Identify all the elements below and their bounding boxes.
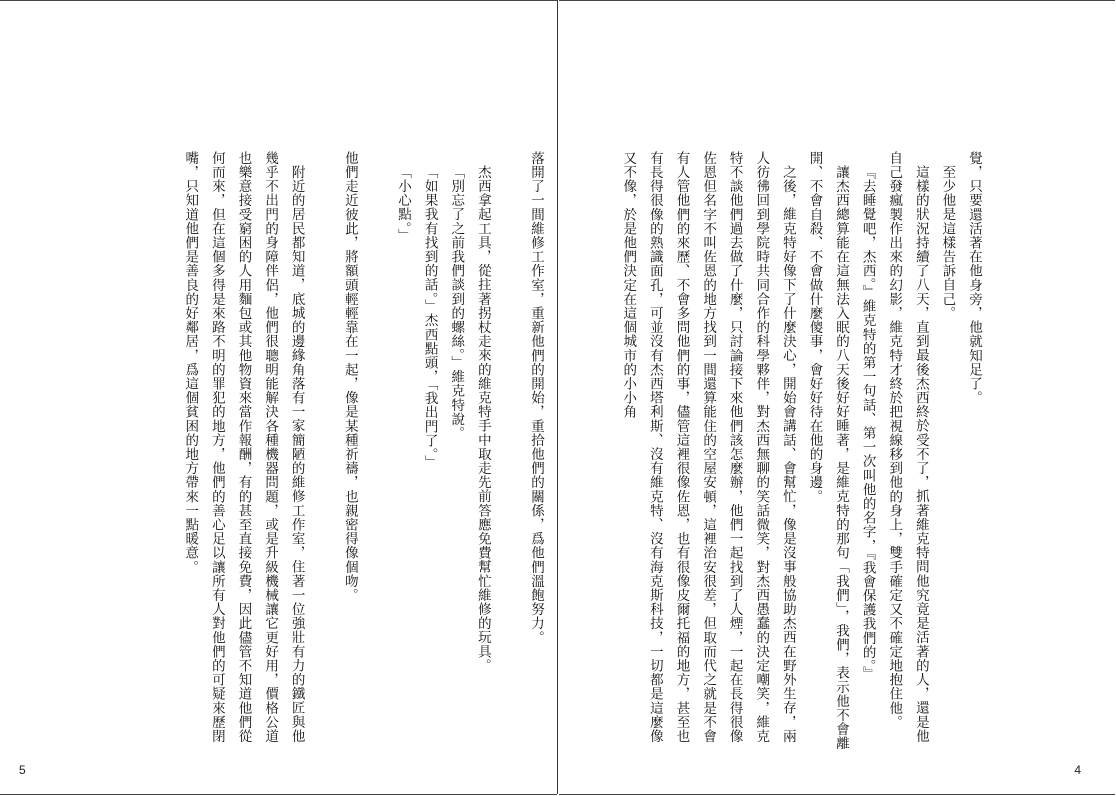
paragraph: 至少他是這樣告訴自己。 <box>939 164 956 320</box>
paragraph: 這樣的狀況持續了八天，直到最後杰西終於受不了，抓著維克特問他究竟是活著的人，還是他自己發瘋製作出來的幻影，維克特才終於把視線移到他的身上，雙手確定又不確定地抱住他。 <box>886 151 929 743</box>
page-gutter <box>557 0 558 794</box>
paragraph: 「別忘了之前我們談到的螺絲。」維克特說。 <box>448 164 465 440</box>
paragraph: 之後，維克特好像下了什麼決心，開始會講話、會幫忙，像是沒事般協助杰西在野外生存，兩人彷彿回到學院時共同合作的科學夥伴，對杰西無聊的笑話微笑，對杰西愚蠢的決定嘲笑，維克特不談他們過去做了什麼，只討論接下來他們該怎麼辦，他們一起找到了人煙，一起在長得很像佐恩但名字不叫佐恩的地方找到一間還算能住的空屋安頓，這裡治安很差，但取而代之就是不會有人管他們的來歷、不會多問他們的事，儘管這裡很像佐恩，也有很像皮爾托福的地方，甚至也有長得很像的熟識面孔，可並沒有杰西塔利斯、沒有維克特、沒有海克斯科技，一切都是這麼像又不像，於是他們決定在這個城市的小小角 <box>620 151 796 744</box>
right-page <box>559 0 1115 795</box>
paragraph: 「小心點。」 <box>395 164 412 243</box>
paragraph-spacer <box>310 151 337 751</box>
page-number: 5 <box>19 763 26 777</box>
paragraph-spacer <box>496 151 523 751</box>
left-page-text <box>74 151 549 751</box>
paragraph: 他們走近彼此，將額頭輕輕靠在一起，像是某種祈禱，也親密得像個吻。 <box>341 151 358 603</box>
paragraph: 杰西拿起工具，從拄著拐杖走來的維克特手中取走先前答應免費幫忙維修的玩具。 <box>474 164 491 673</box>
paragraph: 附近的居民都知道，底城的邊緣角落有一家簡陋的維修工作室，住著一位強壯有力的鐵匠與他幾乎不出門的身障伴侶，他們很聰明能解決各種機器問題，或是升級機械讓它更好用，價格公道也樂意接受窮困的人用麵包或其他物資來當作報酬，有的甚至直接免費，因此儘管不知道他們從何而來，但在這個多得是來路不明的罪犯的地方，他們的善心足以讓所有人對他們的可疑來歷閉嘴，只知道他們是善良的好鄰居，爲這個貧困的地方帶來一點暖意。 <box>182 151 305 744</box>
paragraph: 落開了一間維修工作室，重新他們的開始，重拾他們的關係，爲他們溫飽努力。 <box>528 151 544 645</box>
paragraph: 「如果我有找到的話。」杰西點頭，「我出門了。」 <box>421 164 438 469</box>
paragraph-spacer <box>363 151 390 751</box>
left-page <box>0 0 557 795</box>
paragraph: 覺，只要還活著在他身旁，他就知足了。 <box>966 151 982 405</box>
page-number: 4 <box>1074 763 1081 777</box>
paragraph: 『去睡覺吧，杰西。』維克特的第一句話、第一次叫他的名字，『我會保護我們的。』 <box>859 164 876 681</box>
right-page-text <box>597 151 987 751</box>
paragraph: 讓杰西總算能在這無法入眠的八天後好好睡著，是維克特的那句「我們」，我們，表示他不會離開、不會自殺、不會做什麼傻事，會好好待在他的身邊。 <box>806 151 850 750</box>
